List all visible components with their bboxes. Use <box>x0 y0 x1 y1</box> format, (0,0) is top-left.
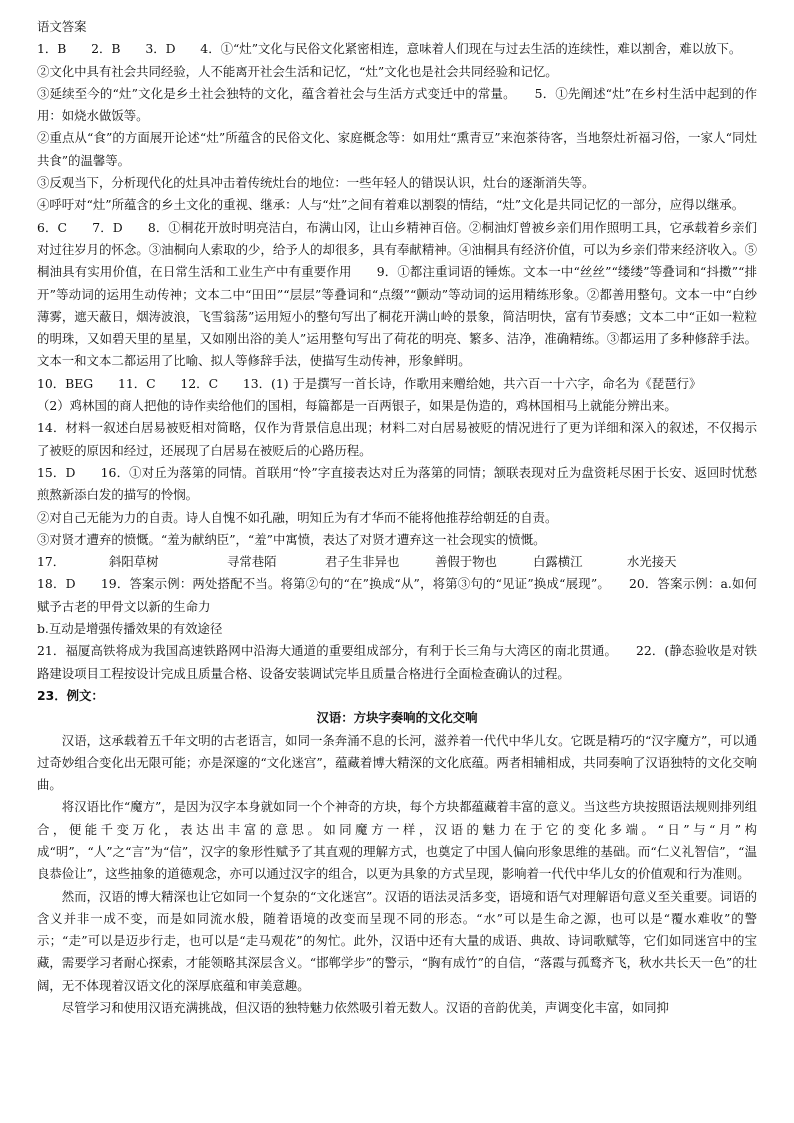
answer-line-14: 14．材料一叙述白居易被贬相对简略，仅作为背景信息出现；材料二对白居易被贬的情况进行了更为详细和深入的叙述，不仅揭示了被贬的原因和经过，还展现了白居易在被贬后的心路历程。 <box>37 420 757 458</box>
answer-line-23: 23．例文： <box>37 687 104 703</box>
essay-paragraph-4: 尽管学习和使用汉语充满挑战，但汉语的独特魅力依然吸引着无数人。汉语的音韵优美，声调变化丰富，如同抑 <box>61 1000 669 1016</box>
answer-line-6-9: 6．C 7．D 8．①桐花开放时明亮洁白，布满山冈，让山乡精神百倍。②桐油灯曾被乡亲们用作照明工具，它承载着乡亲们对过往岁月的怀念。③油桐向人索取的少，给予人的却很多，具有奉献精神。④油桐具有经济价值，可以为乡亲们带来经济收入。⑤桐油具有实用价值，在日常生活和工业生产中有重要作用 9．①都注重词语的锤炼。文本一中“丝丝”“缕缕”等叠词和“抖擞”“排开”等动词的运用生动传神；文本二中“田田”“层层”等叠词和“点缀”“颤动”等动词的运用精练形象。②都善用整句。文本一中“白纱薄雾，遮天蔽日，烟涛波浪，飞雪翁荡”运用短小的整句写出了桐花开满山岭的景象，简洁明快，富有节奏感；文本二中“正如一粒粒的明珠，又如碧天里的星星，又如刚出浴的美人”运用整句写出了荷花的明亮、繁多、洁净，准确精练。③都运用了多种修辞手法。文本一和文本二都运用了比喻、拟人等修辞手法，使描写生动传神，形象鲜明。 <box>37 219 757 369</box>
answer-line-10-13: 10．BEG 11．C 12．C 13．(1) 于是撰写一首长诗，作歌用来赠给她，共六百一十六字，命名为《琵琶行》 <box>37 375 702 391</box>
document-title: 语文答案 <box>37 19 87 34</box>
answer-line-4-3-5-1: ③延续至今的“灶”文化是乡土社会独特的文化，蕴含着社会与生活方式变迁中的常量。 5．①先阐述“灶”在乡村生活中起到的作用：如烧水做饭等。 <box>37 85 757 124</box>
answer-line-16-3: ③对贤才遭弃的愤慨。“羞为献纳臣”，“羞”中寓愤，表达了对贤才遭弃这一社会现实的愤慨。 <box>37 531 546 547</box>
essay-title: 汉语：方块字奏响的文化交响 <box>316 710 478 726</box>
answer-line-16-2: ②对自己无能为力的自责。诗人自愧不如孔融，明知丘为有才华而不能将他推荐给朝廷的自责。 <box>37 509 558 525</box>
answer-line-5-3: ③反观当下，分析现代化的灶具冲击着传统灶台的地位：一些年轻人的错误认识，灶台的逐渐消失等。 <box>37 175 595 191</box>
answer-line-20-b: b.互动是增强传播效果的有效途径 <box>37 621 223 637</box>
q17-answer-3: 君子生非异也 <box>325 554 400 570</box>
q17-answer-6: 水光接天 <box>627 554 677 570</box>
answer-line-4-2: ②文化中具有社会共同经验，人不能离开社会生活和记忆，“灶”文化也是社会共同经验和记忆。 <box>37 63 558 79</box>
essay-paragraph-2: 将汉语比作“魔方”，是因为汉字本身就如同一个个神奇的方块，每个方块都蕴藏着丰富的意义。当这些方块按照语法规则排列组合，便能千变万化，表达出丰富的意思。如同魔方一样，汉语的魅力在于它的变化多端。“日”与“月”构成“明”，“人”之“言”为“信”，汉字的象形性赋予了其直观的理解方式，也奠定了中国人偏向形象思维的基础。而“仁义礼智信”，“温良恭俭让”，这些抽象的道德观念，亦可以通过汉字的组合，以更为具象的方式呈现，影响着一代代中华儿女的价值观和行为准则。 <box>37 799 757 882</box>
answer-line-13-2: （2）鸡林国的商人把他的诗作卖给他们的国相，每篇都是一百两银子，如果是伪造的，鸡林国相马上就能分辨出来。 <box>37 398 677 414</box>
answer-line-15-16: 15．D 16．①对丘为落第的同情。首联用“怜”字直接表达对丘为落第的同情；颔联表现对丘为盘资耗尽困于长安、返回时忧愁煎熬新添白发的描写的怜悯。 <box>37 464 757 503</box>
essay-paragraph-1: 汉语，这承载着五千年文明的古老语言，如同一条奔涌不息的长河，滋养着一代代中华儿女。它既是精巧的“汉字魔方”，可以通过奇妙组合变化出无限可能；亦是深邃的“文化迷宫”，蕴藏着博大精深的文化底蕴。两者相辅相成，共同奏响了汉语独特的文化交响曲。 <box>37 732 757 793</box>
answer-line-1-4: 1．B 2．B 3．D 4．①“灶”文化与民俗文化紧密相连，意味着人们现在与过去生活的连续性，难以割舍，难以放下。 <box>37 41 742 57</box>
q17-answer-4: 善假于物也 <box>435 554 497 570</box>
q17-number: 17． <box>37 554 66 570</box>
answer-line-17 <box>37 551 757 573</box>
answer-line-5-2: ②重点从“食”的方面展开论述“灶”所蕴含的民俗文化、家庭概念等：如用灶“熏青豆”来泡茶待客，当地祭灶祈福习俗，一家人“同灶共食”的温馨等。 <box>37 130 757 168</box>
q17-answer-1: 斜阳草树 <box>109 554 159 570</box>
essay-paragraph-3: 然而，汉语的博大精深也让它如同一个复杂的“文化迷宫”。汉语的语法灵活多变，语境和语气对理解语句意义至关重要。词语的含义并非一成不变，而是如同流水般，随着语境的改变而呈现不同的形态。“水”可以是生命之源，也可以是“覆水难收”的警示；“走”可以是迈步行走，也可以是“走马观花”的匆忙。此外，汉语中还有大量的成语、典故、诗词歌赋等，它们如同迷宫中的宝藏，需要学习者耐心探索，才能领略其深层含义。“邯郸学步”的警示，“胸有成竹”的自信，“落霞与孤鹜齐飞，秋水共长天一色”的壮阔，无不体现着汉语文化的深厚底蕴和审美意趣。 <box>37 888 757 993</box>
q17-answer-5: 白露横江 <box>533 554 583 570</box>
answer-document <box>37 16 757 1116</box>
answer-line-18-20: 18．D 19．答案示例：两处搭配不当。将第②句的“在”换成“从”，将第③句的“见证”换成“展现”。 20．答案示例：a.如何赋予古老的甲骨文以新的生命力 <box>37 576 757 614</box>
answer-line-5-4: ④呼吁对“灶”所蕴含的乡土文化的重视、继承：人与“灶”之间有着难以割裂的情结，“灶”文化是共同记忆的一部分，应得以继承。 <box>37 197 745 213</box>
answer-line-21-22: 21．福厦高铁将成为我国高速铁路网中沿海大通道的重要组成部分，有利于长三角与大湾区的南北贯通。 22．(静态验收是对铁路建设项目工程按设计完成且质量合格、设备安装调试完毕且质量合格进行全面检查确认的过程。 <box>37 643 757 681</box>
q17-answer-2: 寻常巷陌 <box>227 554 277 570</box>
